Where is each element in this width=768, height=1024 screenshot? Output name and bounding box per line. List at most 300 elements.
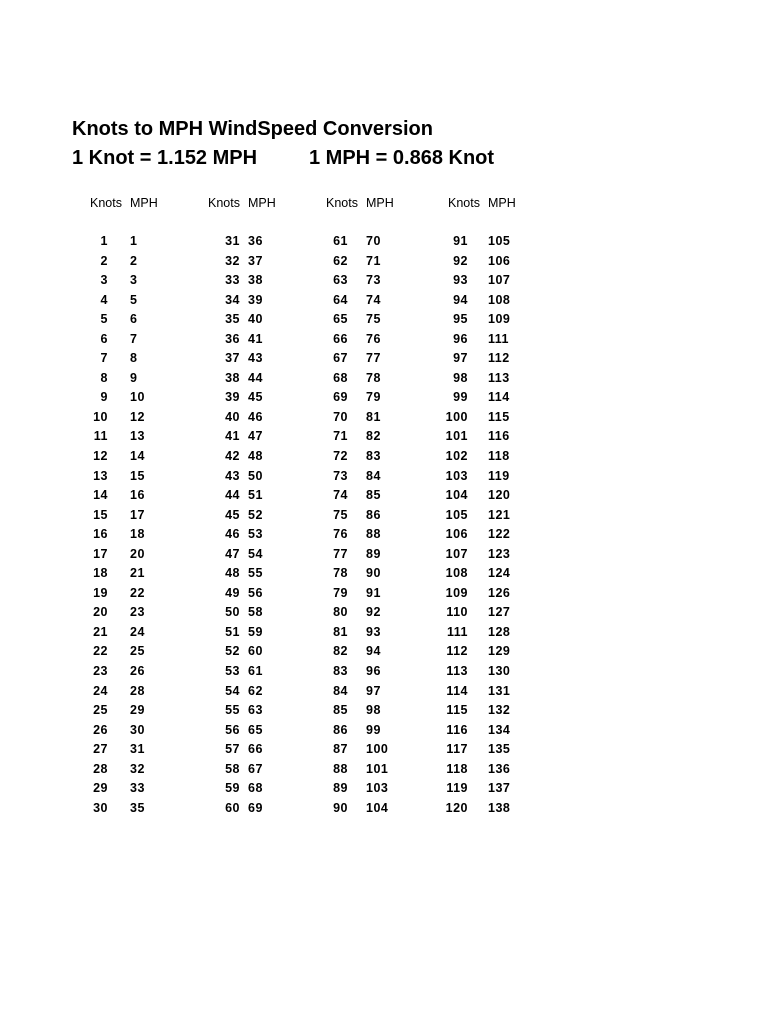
mph-value: 50 [248,468,263,483]
mph-value: 91 [366,585,381,600]
knots-value: 54 [225,683,240,698]
knots-value: 2 [100,253,108,268]
table-row [90,662,200,682]
knots-value: 38 [225,370,240,385]
knots-value: 40 [225,409,240,424]
knots-header: Knots [448,196,480,210]
knots-value: 64 [333,292,348,307]
knots-value: 58 [225,761,240,776]
knots-value: 52 [225,644,240,659]
mph-value: 89 [366,546,381,561]
mph-value: 1 [130,234,138,248]
knots-value: 59 [225,781,240,796]
table-row [208,760,318,780]
mph-value: 15 [130,468,145,483]
mph-value: 29 [130,703,145,718]
mph-value: 122 [488,527,511,542]
table-row [208,701,318,721]
table-row [90,584,200,604]
mph-value: 20 [130,546,145,561]
mph-value: 35 [130,800,145,815]
knots-value: 42 [225,449,240,464]
table-row [326,427,436,447]
knots-value: 25 [93,703,108,718]
table-row [448,760,558,780]
mph-value: 99 [366,722,381,737]
knots-value: 56 [225,722,240,737]
mph-value: 75 [366,312,381,327]
table-row [448,349,558,369]
knots-value: 92 [453,253,468,268]
mph-value: 23 [130,605,145,620]
mph-value: 76 [366,331,381,346]
table-row [326,506,436,526]
column-rows [445,232,558,818]
mph-value: 43 [248,351,263,366]
table-row [90,447,200,467]
table-row [448,369,558,389]
knots-value: 88 [333,761,348,776]
table-row [208,525,318,545]
mph-value: 25 [130,644,145,659]
knots-value: 66 [333,331,348,346]
knots-value: 34 [225,292,240,307]
knots-value: 37 [225,351,240,366]
knots-value: 36 [225,331,240,346]
table-row [208,408,318,428]
table-row [208,545,318,565]
mph-value: 36 [248,234,263,248]
table-row [326,232,436,252]
conversion-column-4 [445,193,558,815]
knots-value: 71 [333,429,348,444]
mph-header: MPH [366,196,394,210]
mph-value: 32 [130,761,145,776]
mph-value: 56 [248,585,263,600]
knots-value: 82 [333,644,348,659]
mph-value: 100 [366,742,389,757]
knot-to-mph-formula: 1 Knot = 1.152 MPH [72,147,258,169]
knots-value: 95 [453,312,468,327]
table-row [208,486,318,506]
table-row [208,447,318,467]
knots-value: 112 [446,644,468,659]
table-row [90,291,200,311]
knots-value: 23 [93,664,108,679]
mph-value: 105 [488,234,511,248]
mph-value: 12 [130,409,145,424]
mph-header: MPH [248,196,276,210]
table-row [448,662,558,682]
table-row [326,721,436,741]
mph-value: 30 [130,722,145,737]
knots-value: 97 [453,351,468,366]
table-row [326,623,436,643]
knots-value: 35 [225,312,240,327]
knots-value: 72 [333,449,348,464]
mph-value: 31 [130,742,145,757]
knots-header: Knots [326,196,358,210]
table-row [326,603,436,623]
table-row [445,564,558,584]
knots-value: 65 [333,312,348,327]
mph-value: 24 [130,624,145,639]
knots-value: 80 [333,605,348,620]
table-row [208,779,318,799]
knots-value: 4 [100,292,108,307]
knots-value: 108 [445,566,468,581]
table-row [208,369,318,389]
knots-value: 77 [333,546,348,561]
table-row [448,603,558,623]
mph-value: 127 [488,605,511,620]
knots-value: 33 [225,273,240,288]
knots-value: 7 [100,351,108,366]
knots-value: 62 [333,253,348,268]
table-row [208,467,318,487]
table-row [445,467,558,487]
table-row [208,623,318,643]
table-row [208,310,318,330]
table-row [326,349,436,369]
knots-value: 57 [225,742,240,757]
table-row [445,447,558,467]
table-row [208,349,318,369]
table-row [448,271,558,291]
table-row [208,271,318,291]
knots-value: 3 [100,273,108,288]
knots-value: 86 [333,722,348,737]
mph-value: 94 [366,644,381,659]
mph-value: 111 [488,331,509,346]
mph-value: 131 [488,683,511,698]
table-row [326,447,436,467]
mph-value: 112 [488,351,510,366]
table-row [90,623,200,643]
knots-value: 119 [446,781,468,796]
mph-value: 108 [488,292,511,307]
mph-value: 135 [488,742,511,757]
table-row [90,603,200,623]
mph-value: 114 [488,390,510,405]
table-row [326,330,436,350]
knots-value: 116 [446,722,468,737]
table-row [90,349,200,369]
knots-value: 6 [100,331,108,346]
knots-value: 17 [93,546,108,561]
knots-value: 30 [93,800,108,815]
knots-value: 49 [225,585,240,600]
mph-value: 45 [248,390,263,405]
knots-value: 110 [446,605,468,620]
mph-value: 28 [130,683,145,698]
table-row [90,252,200,272]
mph-value: 14 [130,449,145,464]
table-row [90,310,200,330]
mph-value: 60 [248,644,263,659]
knots-value: 73 [333,468,348,483]
mph-value: 40 [248,312,263,327]
mph-value: 96 [366,664,381,679]
table-row [208,721,318,741]
mph-value: 13 [130,429,145,444]
table-row [208,642,318,662]
knots-value: 11 [93,429,108,444]
knots-value: 43 [225,468,240,483]
table-row [90,564,200,584]
knots-value: 90 [333,800,348,815]
mph-value: 107 [488,273,511,288]
table-row [326,584,436,604]
mph-value: 59 [248,624,263,639]
mph-value: 51 [248,488,263,503]
table-row [90,701,200,721]
table-row [448,701,558,721]
table-row [90,721,200,741]
knots-value: 15 [93,507,108,522]
knots-value: 74 [333,488,348,503]
knots-value: 55 [225,703,240,718]
mph-value: 48 [248,449,263,464]
table-row [208,740,318,760]
knots-value: 21 [93,624,108,639]
column-rows [90,232,200,818]
knots-value: 118 [446,761,468,776]
knots-value: 8 [100,370,108,385]
table-row [326,408,436,428]
mph-value: 88 [366,527,381,542]
conversion-column-3 [326,193,436,815]
table-row [208,330,318,350]
mph-value: 10 [130,390,145,405]
knots-value: 104 [445,488,468,503]
mph-value: 8 [130,351,138,366]
table-row [445,584,558,604]
table-row [208,252,318,272]
table-row [90,486,200,506]
knots-value: 18 [93,566,108,581]
table-row [448,330,558,350]
knots-value: 13 [93,468,108,483]
knots-value: 111 [447,624,468,639]
table-row [208,388,318,408]
mph-value: 71 [366,253,381,268]
mph-value: 101 [366,761,389,776]
knots-value: 44 [225,488,240,503]
mph-value: 46 [248,409,263,424]
knots-value: 68 [333,370,348,385]
mph-value: 79 [366,390,381,405]
table-row [90,388,200,408]
knots-value: 114 [446,683,468,698]
knots-value: 31 [225,234,240,248]
knots-value: 98 [453,370,468,385]
knots-value: 102 [445,449,468,464]
mph-value: 37 [248,253,263,268]
mph-value: 70 [366,234,381,248]
knots-value: 85 [333,703,348,718]
mph-value: 38 [248,273,263,288]
table-row [208,232,318,252]
knots-value: 32 [225,253,240,268]
mph-value: 3 [130,273,138,288]
knots-value: 76 [333,527,348,542]
knots-header: Knots [90,196,122,210]
mph-value: 55 [248,566,263,581]
mph-value: 33 [130,781,145,796]
table-row [445,486,558,506]
mph-value: 47 [248,429,263,444]
table-row [445,545,558,565]
knots-value: 87 [333,742,348,757]
table-row [208,799,318,819]
table-row [445,408,558,428]
table-row [326,252,436,272]
mph-value: 115 [488,409,510,424]
table-row [90,740,200,760]
knots-value: 9 [100,390,108,405]
mph-value: 78 [366,370,381,385]
column-rows [326,232,436,818]
knots-value: 1 [100,234,108,248]
knots-value: 5 [100,312,108,327]
mph-value: 26 [130,664,145,679]
knots-value: 24 [93,683,108,698]
mph-value: 120 [488,488,511,503]
knots-value: 41 [225,429,240,444]
knots-value: 67 [333,351,348,366]
knots-value: 16 [93,527,108,542]
mph-value: 93 [366,624,381,639]
mph-value: 74 [366,292,381,307]
mph-value: 132 [488,703,511,718]
table-row [90,467,200,487]
mph-value: 124 [488,566,511,581]
mph-value: 97 [366,683,381,698]
mph-value: 62 [248,683,263,698]
knots-value: 53 [225,664,240,679]
knots-value: 113 [446,664,468,679]
table-row [90,682,200,702]
knots-value: 78 [333,566,348,581]
knots-header: Knots [208,196,240,210]
knots-value: 47 [225,546,240,561]
mph-header: MPH [488,196,516,210]
table-row [208,291,318,311]
knots-value: 29 [93,781,108,796]
table-row [208,427,318,447]
mph-value: 134 [488,722,511,737]
knots-value: 120 [445,800,468,815]
knots-value: 20 [93,605,108,620]
mph-value: 54 [248,546,263,561]
knots-value: 84 [333,683,348,698]
knots-value: 70 [333,409,348,424]
mph-value: 65 [248,722,263,737]
column-header [90,193,200,213]
knots-value: 103 [445,468,468,483]
mph-value: 109 [488,312,511,327]
table-row [448,291,558,311]
mph-value: 63 [248,703,263,718]
table-row [448,721,558,741]
column-header [326,193,436,213]
knots-value: 39 [225,390,240,405]
mph-value: 86 [366,507,381,522]
table-row [448,642,558,662]
table-row [448,740,558,760]
knots-value: 60 [225,800,240,815]
table-row [326,291,436,311]
column-header [208,193,318,213]
knots-value: 14 [93,488,108,503]
mph-value: 129 [488,644,511,659]
knots-value: 115 [446,703,468,718]
mph-value: 137 [488,781,511,796]
knots-value: 48 [225,566,240,581]
knots-value: 12 [93,449,108,464]
mph-value: 126 [488,585,511,600]
knots-value: 101 [445,429,468,444]
table-row [326,271,436,291]
table-row [90,506,200,526]
page-title: Knots to MPH WindSpeed Conversion [72,118,433,140]
mph-value: 16 [130,488,145,503]
knots-value: 91 [453,234,468,248]
mph-header: MPH [130,196,158,210]
table-row [90,760,200,780]
mph-value: 116 [488,429,510,444]
column-header [448,193,558,213]
knots-value: 27 [93,742,108,757]
mph-value: 18 [130,527,145,542]
table-row [445,427,558,447]
mph-value: 106 [488,253,511,268]
table-row [90,427,200,447]
table-row [208,564,318,584]
table-row [326,525,436,545]
mph-value: 61 [248,664,263,679]
table-row [90,369,200,389]
mph-value: 17 [130,507,145,522]
knots-value: 50 [225,605,240,620]
knots-value: 106 [445,527,468,542]
mph-value: 6 [130,312,138,327]
mph-value: 136 [488,761,511,776]
table-row [208,662,318,682]
mph-value: 118 [488,449,510,464]
knots-value: 83 [333,664,348,679]
knots-value: 46 [225,527,240,542]
knots-value: 22 [93,644,108,659]
mph-value: 21 [130,566,145,581]
table-row [90,799,200,819]
mph-value: 52 [248,507,263,522]
table-row [208,682,318,702]
table-row [326,642,436,662]
conversion-column-2 [208,193,318,815]
table-row [448,232,558,252]
knots-value: 28 [93,761,108,776]
knots-value: 61 [333,234,348,248]
mph-value: 83 [366,449,381,464]
table-row [90,642,200,662]
table-row [208,603,318,623]
table-row [448,623,558,643]
mph-value: 73 [366,273,381,288]
mph-value: 7 [130,331,138,346]
knots-value: 96 [453,331,468,346]
